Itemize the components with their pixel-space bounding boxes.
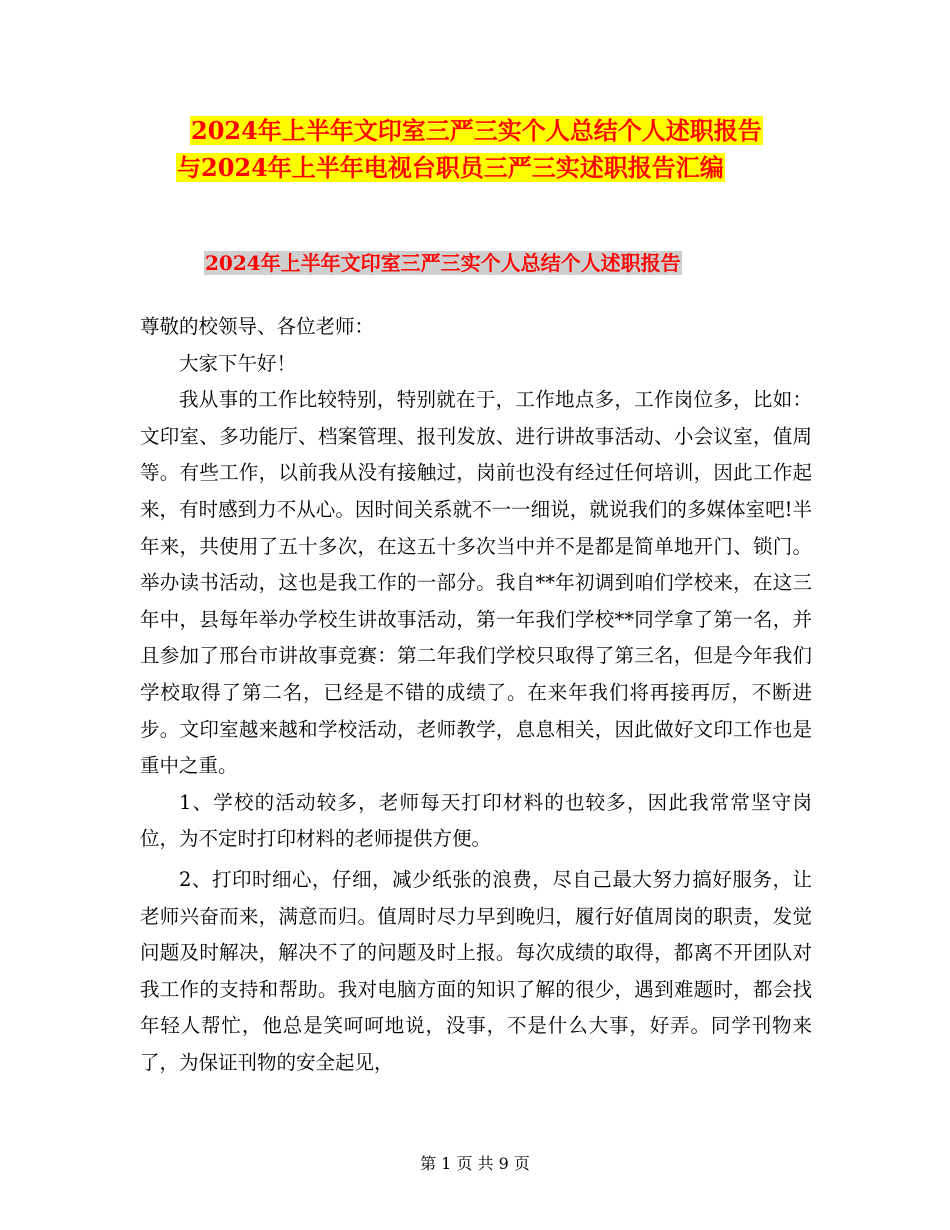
- paragraph-work-overview: 我从事的工作比较特别，特别就在于，工作地点多，工作岗位多，比如：文印室、多功能厅、档案管理、报刊发放、进行讲故事活动、小会议室，值周等。有些工作，以前我从没有接触过，岗前也没有经过任何培训，因此工作起来，有时感到力不从心。因时间关系就不一一细说，就说我们的多媒体室吧!半年来，共使用了五十多次，在这五十多次当中并不是都是简单地开门、锁门。举办读书活动，这也是我工作的一部分。我自**年初调到咱们学校来，在这三年中，县每年举办学校生讲故事活动，第一年我们学校**同学拿了第一名，并且参加了邢台市讲故事竞赛：第二年我们学校只取得了第三名，但是今年我们学校取得了第二名，已经是不错的成绩了。在来年我们将再接再厉，不断进步。文印室越来越和学校活动，老师教学，息息相关，因此做好文印工作也是重中之重。: [140, 388, 812, 778]
- main-title: [140, 112, 840, 186]
- section-title-text: 2024年上半年文印室三严三实个人总结个人述职报告: [205, 251, 681, 275]
- main-title-line-2: [140, 149, 840, 186]
- document-body: [140, 309, 812, 1081]
- paragraph-point-1: 1、学校的活动较多，老师每天打印材料的也较多，因此我常常坚守岗位，为不定时打印材料的老师提供方便。: [140, 790, 812, 851]
- page-footer: 第 1 页 共 9 页: [420, 1154, 530, 1173]
- section-title: [204, 248, 682, 278]
- paragraph-greeting: 大家下午好！: [179, 351, 297, 375]
- salutation: 尊敬的校领导、各位老师：: [140, 315, 375, 338]
- main-title-line-1: [140, 112, 840, 149]
- paragraph-point-2: 2、打印时细心，仔细，减少纸张的浪费，尽自己最大努力搞好服务，让老师兴奋而来，满意而归。值周时尽力早到晚归，履行好值周岗的职责，发觉问题及时解决，解决不了的问题及时上报。每次成绩的取得，都离不开团队对我工作的支持和帮助。我对电脑方面的知识了解的很少，遇到难题时，都会找年轻人帮忙，他总是笑呵呵地说，没事，不是什么大事，好弄。同学刊物来了，为保证刊物的安全起见，: [140, 867, 812, 1074]
- main-title-line-2-text: 与2024年上半年电视台职员三严三实述职报告汇编: [177, 153, 724, 182]
- main-title-line-1-text: 2024年上半年文印室三严三实个人总结个人述职报告: [191, 116, 762, 145]
